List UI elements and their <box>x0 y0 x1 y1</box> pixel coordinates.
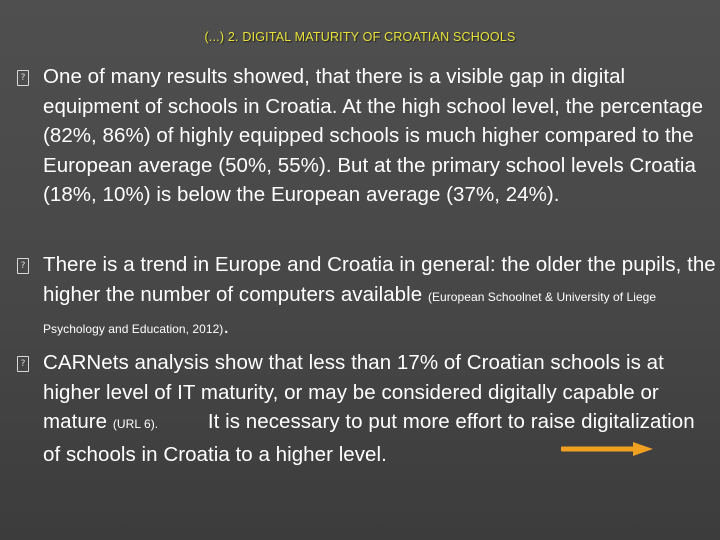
bullet-text-2 <box>43 250 717 345</box>
bullet-text-2-main: There is a trend in Europe and Croatia in general: the older the pupils, the higher the number of computers available <box>43 253 716 306</box>
bullet-marker-icon: ? <box>17 356 29 372</box>
bullet-text-1: One of many results showed, that there is a visible gap in digital equipment of schools in Croatia. At the high school level, the percentage (82%, 86%) of highly equipped schools is much higher compared to the European average (50%, 55%). But at the primary school levels Croatia (18%, 10%) is below the European average (37%, 24%). <box>43 65 704 206</box>
bullet-text-3-part2: It is necessary to put more effort to raise digitalization of schools in Croatia to a higher level. <box>43 410 695 466</box>
bullet-citation-2: (European Schoolnet & University of Liege Psychology and Education, 2012) <box>43 289 657 336</box>
arrow-shaft <box>561 447 635 452</box>
bullet-marker-icon: ? <box>17 70 29 86</box>
bullet-citation-3: (URL 6). <box>112 417 159 431</box>
bullet-marker-icon: ? <box>17 258 29 274</box>
bullet-text-2-tail: . <box>223 315 230 338</box>
arrow-head <box>633 442 653 456</box>
arrow-right-icon <box>561 442 653 456</box>
bullet-text-3-part1: CARNets analysis show that less than 17% of Croatian schools is at higher level of IT maturity, or may be considered digitally capable or mature <box>43 351 664 433</box>
slide-title: (...) 2. DIGITAL MATURITY OF CROATIAN SCHOOLS <box>204 30 516 44</box>
